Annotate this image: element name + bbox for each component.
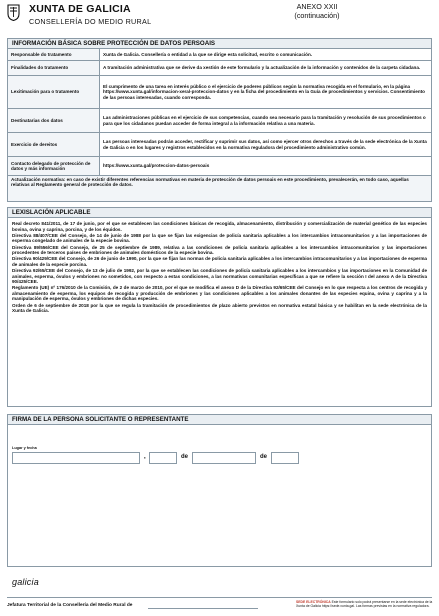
- sede-text: Este formulario solo podrá presentarse en la sede electrónica de la Xunta de Galicia https://sede.xunta.gal. Las formas previstas en la normativa reguladora.: [296, 600, 433, 608]
- section-title: LEXISLACIÓN APLICABLE: [8, 208, 431, 218]
- row-label: Responsable do tratamento: [8, 49, 100, 60]
- de-separator: de: [260, 454, 268, 460]
- galicia-logo: galicia: [12, 577, 39, 587]
- row-value: A tramitación administrativa que se derive da xestión de este formulario y la actualización de la información y contenidos de la carpeta cidadana.: [103, 65, 421, 71]
- list-item: Directiva 89/556/CEE del Consejo, de 25 de septiembre de 1989, relativa a las condiciones de policía sanitaria aplicables a los intercambios intracomunitarios y las importaciones procedentes de terceros países de embriones de animales domésticos de la especie bovina.: [12, 244, 427, 256]
- list-item: Reglamento (UE) nº 176/2010 de la Comisión, de 2 de marzo de 2010, por el que se modifica el anexo D de la Directiva 92/65/CEE del Consejo en lo que respecta a los centros de recogida y almacenamiento de esperma, los equipos de recogida y producción de embriones y las condiciones aplicables a los animales donantes de las especies equina, ovina y caprina y a la manipulación de esperma, óvulos y embriones de dichas especies.: [12, 285, 427, 302]
- de-separator: de: [181, 454, 189, 460]
- row-value: Las persoas interesadas podrán acceder, rectificar y suprimir sus datos, así como ejercer otros derechos a través de la sede electrónica de la Xunta de Galicia o en los lugares y registros establecidos en la normativa reguladora del procedimiento administrativo común.: [103, 139, 427, 150]
- row-value: El cumprimento de una tarea en interés público o el ejercicio de poderes públicos según la normativa recogida en el formulario, en la página https://www.xunta.gal/informacion-xeral-proteccion-datos y en la ficha del procedimiento en la Guía de procedimientos y servicios. Consentimiento de las persoas interesadas, cuando corresponda.: [103, 83, 425, 100]
- annex-title: ANEXO XXII: [296, 2, 338, 11]
- data-protection-section: [7, 38, 432, 202]
- list-item: Real decreto 841/2011, de 17 de junio, por el que se establecen las condiciones básicas de recogida, almacenamiento, distribución y comercialización de material genético de las especies bovina, ovina y caprina, porcina, y de los équidos.: [12, 221, 427, 232]
- table-row: [8, 76, 431, 109]
- table-row: [8, 109, 431, 133]
- row-label: Contacto delegado de protección de datos y más información: [8, 157, 100, 175]
- contact-link[interactable]: https://www.xunta.gal/proteccion-datos-persoais: [103, 163, 210, 169]
- org-name: XUNTA DE GALICIA: [29, 3, 131, 15]
- row-label: Destinatarias dos datos: [8, 109, 100, 132]
- table-row: [8, 61, 431, 76]
- legislation-section: [7, 207, 432, 407]
- row-label: Finalidades do tratamento: [8, 61, 100, 75]
- section-title: INFORMACIÓN BÁSICA SOBRE PROTECCIÓN DE DATOS PERSOAIS: [8, 39, 431, 49]
- signature-section: [7, 414, 432, 567]
- list-item: Directiva 88/407/CEE del Consejo, de 14 de junio de 1988 por la que se fijan las exigencias de policía sanitaria aplicables a los intercambios intracomunitarios y a las importaciones de esperma congelado de animales de la especie bovina.: [12, 232, 427, 244]
- legislation-list: [8, 218, 431, 318]
- place-field[interactable]: [12, 452, 140, 464]
- row-value: Las administraciones públicas en el ejercicio de sus competencias, cuando sea necesario para la tramitación y resolución de sus procedimientos o para que los cidadanos puedan acceder de forma integral a la información relativa a una materia.: [103, 115, 426, 126]
- list-item: Directiva 90/429/CEE del Consejo, de 26 de junio de 1990, por la que se fijan las normas de policía sanitaria aplicables a los intercambios intracomunitarios y a las importaciones de esperma de animales de la especie porcina.: [12, 256, 427, 267]
- place-date-label: Lugar y fecha: [12, 446, 37, 450]
- row-label: Exercicio de dereitos: [8, 133, 100, 156]
- footer-divider: [7, 597, 432, 598]
- row-label: Lexitimación para o tratamento: [8, 76, 100, 108]
- table-row: [8, 49, 431, 61]
- comma-separator: ,: [144, 454, 146, 460]
- day-field[interactable]: [149, 452, 177, 464]
- authority-field[interactable]: [148, 600, 258, 609]
- sede-label: SEDE ELECTRÓNICA: [296, 600, 331, 604]
- footer-sede-info: [296, 600, 434, 608]
- annex-subtitle: (continuación): [294, 10, 340, 20]
- row-value: Xunta de Galicia. Consellería o entidad a la que se dirige esta solicitud, escrito o comunicación.: [103, 51, 313, 57]
- annex-heading: [272, 3, 362, 20]
- footer-authority: Jefatura Territorial de la Consellería del Medio Rural de: [7, 603, 133, 608]
- regulatory-note: Actualización normativa: en caso de existir diferentes referencias normativas en materia de protección de datos persoais en este procedimiento, prevalecerán, en todo caso, aquellas relativas al Reglamento general de protección de datos.: [8, 176, 431, 201]
- year-field[interactable]: [271, 452, 299, 464]
- page-header: [0, 0, 439, 34]
- dept-name: CONSELLERÍA DO MEDIO RURAL: [29, 17, 152, 26]
- month-field[interactable]: [192, 452, 256, 464]
- xunta-logo-icon: [7, 4, 20, 21]
- section-title: FIRMA DE LA PERSONA SOLICITANTE O REPRESENTANTE: [8, 415, 431, 425]
- list-item: Orden de 6 de septiembre de 2018 por la que se regula la tramitación de procedimientos de plazo abierto previstos en normativa estatal básica y se habilitan en la sede electrónica de la Xunta de Galicia.: [12, 302, 427, 314]
- table-row: [8, 157, 431, 176]
- list-item: Directiva 92/65/CEE del Consejo, de 13 de julio de 1992, por la que se establecen las condiciones de policía sanitaria aplicables a los intercambios y las importaciones en la Comunidad de animales, esperma, óvulos y embriones no sometidos, con respecto a estas condiciones, a las normativas comunitarias específicas a que se refiere la sección I del anexo A de la Directiva 90/425/CEE.: [12, 268, 427, 285]
- table-row: [8, 133, 431, 157]
